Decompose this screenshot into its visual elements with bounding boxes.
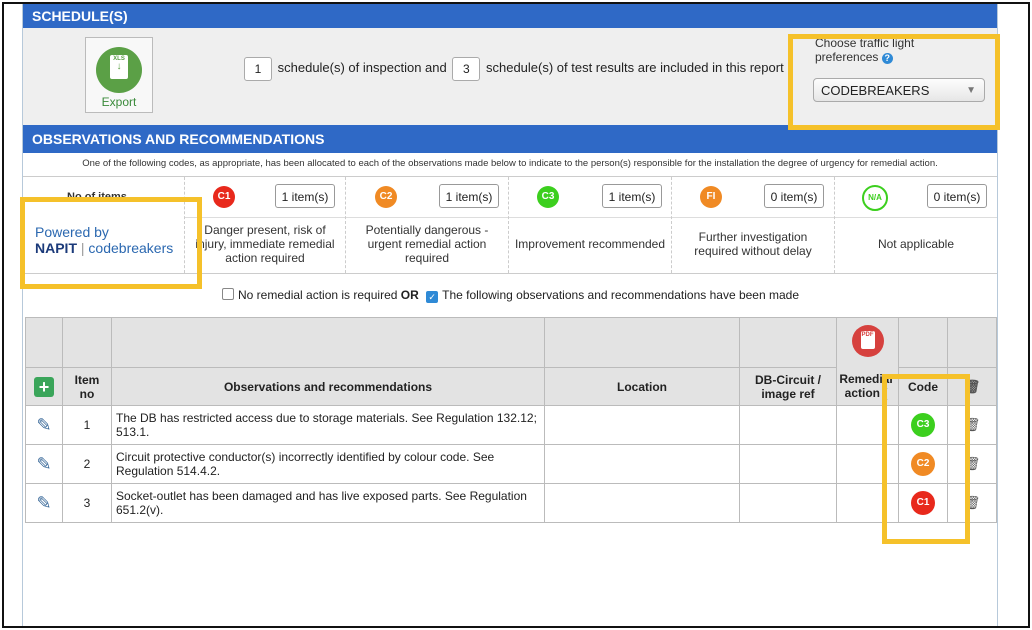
row-item-no: 2 (63, 445, 112, 484)
code-cell-c2 (346, 177, 509, 273)
trash-icon[interactable]: 🗑 (963, 378, 981, 394)
row-item-no: 3 (63, 484, 112, 523)
row-code-badge[interactable]: C1 (911, 491, 935, 515)
no-of-items-label: No of items (67, 191, 127, 203)
col-location: Location (545, 368, 740, 406)
row-observation[interactable]: The DB has restricted access due to storage materials. See Regulation 132.12; 513.1. (112, 406, 545, 445)
edit-cell (26, 445, 63, 484)
or-label: OR (400, 288, 419, 302)
observations-table (25, 317, 997, 523)
plus-icon[interactable]: + (34, 377, 54, 397)
header-spacer-4 (545, 318, 740, 368)
inspection-count-field[interactable]: 1 (244, 57, 272, 81)
row-code-badge[interactable]: C2 (911, 452, 935, 476)
col-observations: Observations and recommendations (112, 368, 545, 406)
header-spacer-1 (26, 318, 63, 368)
header-spacer-2 (63, 318, 112, 368)
observations-intro: One of the following codes, as appropriate, has been allocated to each of the observations made below to indicate to the person(s) responsible for the installation the degree of urgency for remedial action. (82, 158, 938, 169)
highlight-traffic-light (788, 34, 1000, 130)
row-observation[interactable]: Socket-outlet has been damaged and has live exposed parts. See Regulation 651.2(v). (112, 484, 545, 523)
code-c3-count: 1 item(s) (602, 184, 662, 208)
powered-by-logo: Powered by NAPIT | codebreakers (35, 224, 174, 256)
schedule-text-a: schedule(s) of inspection and (277, 60, 447, 75)
col-code: Code (899, 368, 948, 406)
help-icon[interactable]: ? (882, 53, 893, 64)
observations-made-checkbox[interactable]: ✓ (426, 291, 438, 303)
code-fi-icon: FI (700, 186, 722, 208)
highlight-code-column (882, 374, 970, 544)
row-location[interactable] (545, 406, 740, 445)
code-c2-icon: C2 (375, 186, 397, 208)
brand-napit: NAPIT (35, 240, 77, 256)
no-remedial-checkbox[interactable] (222, 288, 234, 300)
schedule-count-line (242, 56, 784, 81)
table-row (26, 406, 997, 445)
traffic-light-label: Choose traffic light preferences (815, 36, 915, 64)
test-count-field[interactable]: 3 (452, 57, 480, 81)
trash-icon[interactable]: 🗑 (963, 456, 981, 471)
powered-by-text: Powered by (35, 224, 109, 240)
export-label: Export (101, 95, 137, 109)
code-cell-fi (672, 177, 835, 273)
code-c1-icon: C1 (213, 186, 235, 208)
header-spacer-5 (740, 318, 837, 368)
code-cell-c1 (185, 177, 346, 273)
brand-codebreakers: codebreakers (88, 240, 174, 256)
trash-icon[interactable]: 🗑 (963, 417, 981, 432)
row-observation[interactable]: Circuit protective conductor(s) incorrectly identified by colour code. See Regulation 514.4.2. (112, 445, 545, 484)
code-na-count: 0 item(s) (927, 184, 987, 208)
row-db-circuit[interactable] (740, 484, 837, 523)
chevron-down-icon: ▼ (966, 85, 976, 96)
code-c2-desc: Potentially dangerous - urgent remedial action required (365, 223, 489, 265)
col-remedial-label: Remedial action ( (839, 372, 893, 401)
pdf-icon-label: PDF (861, 331, 875, 349)
code-cell-c3 (509, 177, 672, 273)
edit-cell (26, 484, 63, 523)
header-spacer-7 (948, 318, 997, 368)
code-na-icon: N/A (862, 185, 888, 211)
col-db-circuit: DB-Circuit / image ref (740, 368, 837, 406)
code-cell-na (835, 177, 997, 273)
row-code-badge[interactable]: C3 (911, 413, 935, 437)
observations-made-label: The following observations and recommendations have been made (442, 288, 799, 302)
highlight-powered-by (20, 197, 202, 289)
xls-icon-label: XLS (113, 56, 125, 62)
code-c3-icon: C3 (537, 186, 559, 208)
observations-header: OBSERVATIONS AND RECOMMENDATIONS (23, 125, 997, 153)
traffic-light-value: CODEBREAKERS (821, 83, 930, 98)
header-spacer-3 (112, 318, 545, 368)
pencil-edit-icon[interactable]: ✎ (36, 414, 52, 435)
trash-icon[interactable]: 🗑 (963, 495, 981, 510)
window-frame (2, 2, 1030, 628)
code-c1-count: 1 item(s) (275, 184, 335, 208)
row-db-circuit[interactable] (740, 445, 837, 484)
row-location[interactable] (545, 445, 740, 484)
add-cell (26, 368, 63, 406)
no-remedial-label: No remedial action is required (238, 288, 398, 302)
xls-export-icon: XLS ↓ (96, 47, 142, 93)
code-fi-count: 0 item(s) (764, 184, 824, 208)
col-item-no: Item no (63, 368, 112, 406)
pdf-cell (837, 318, 899, 368)
schedules-header: SCHEDULE(S) (23, 4, 997, 28)
remedial-choice (222, 287, 799, 303)
row-db-circuit[interactable] (740, 406, 837, 445)
pdf-icon[interactable] (852, 325, 884, 357)
header-spacer-6 (899, 318, 948, 368)
row-item-no: 1 (63, 406, 112, 445)
table-row (26, 484, 997, 523)
code-c1-desc: Danger present, risk of injury, immediate remedial action required (195, 223, 335, 265)
schedule-text-b: schedule(s) of test results are included in this report (485, 60, 784, 75)
edit-cell (26, 406, 63, 445)
code-fi-desc: Further investigation required without delay (694, 230, 812, 258)
code-c2-count: 1 item(s) (439, 184, 499, 208)
pencil-edit-icon[interactable]: ✎ (36, 492, 52, 513)
row-location[interactable] (545, 484, 740, 523)
pencil-edit-icon[interactable]: ✎ (36, 453, 52, 474)
code-c3-desc: Improvement recommended (514, 237, 666, 251)
table-row (26, 445, 997, 484)
code-na-desc: Not applicable (877, 237, 955, 251)
export-button[interactable] (85, 37, 153, 113)
